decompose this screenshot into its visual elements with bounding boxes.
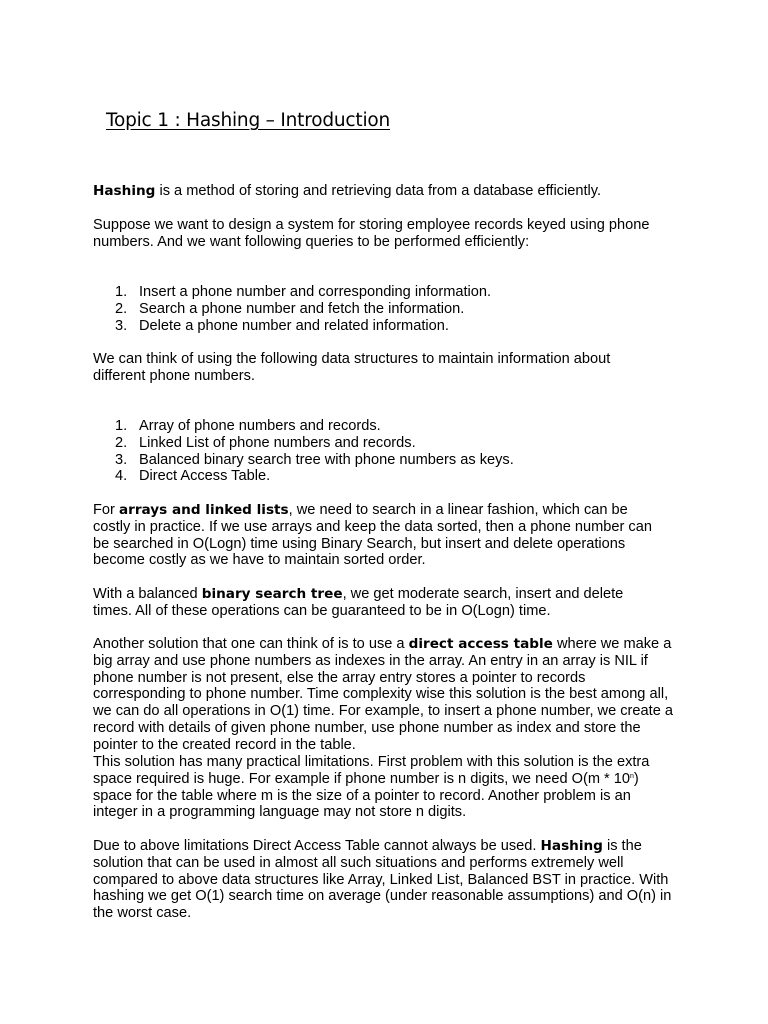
- list-number: 1.: [115, 418, 128, 434]
- list-text: Search a phone number and fetch the information.: [139, 300, 465, 317]
- think-paragraph: We can think of using the following data structures to maintain information about different phone numbers.: [93, 351, 611, 384]
- intro-paragraph: [93, 183, 683, 200]
- suppose-paragraph: Suppose we want to design a system for storing employee records keyed using phone numbers. And we want following queries to be performed efficiently:: [93, 217, 650, 250]
- due-post: is the solution that can be used in almost all such situations and performs extremely well compared to above data structures like Array, Linked List, Balanced BST in practice. With hashing we get O(1) search time on average (under reasonable assumptions) and O(n) in the worst case.: [93, 838, 672, 922]
- conclusion-paragraph: [93, 838, 683, 922]
- structures-list: [93, 418, 653, 485]
- bst-bold: binary search tree: [201, 586, 343, 602]
- intro-bold: Hashing: [93, 183, 156, 199]
- dat-pre: Another solution that one can think of is to use a: [93, 636, 409, 652]
- list-item: [93, 435, 653, 452]
- bst-paragraph: [93, 586, 653, 620]
- list-number: 4.: [115, 468, 128, 485]
- arrays-post: , we need to search in a linear fashion, which can be costly in practice. If we use arrays and keep the data sorted, then a phone number can be searched in O(Logn) time using Binary Search, but insert and delete operations become costly as we have to maintain sorted order.: [93, 502, 652, 569]
- list-text: Array of phone numbers and records.: [139, 418, 381, 434]
- arrays-pre: For: [93, 502, 119, 518]
- limitations-paragraph: [93, 754, 669, 821]
- limits-post: ) space for the table where m is the size of a pointer to record. Another problem is an integer in a programming language may not store n digits.: [93, 770, 639, 821]
- list-item: [93, 284, 653, 301]
- due-pre: Due to above limitations Direct Access Table cannot always be used.: [93, 838, 541, 854]
- dat-bold: direct access table: [408, 636, 553, 652]
- list-item: [93, 318, 653, 335]
- list-item: [93, 301, 653, 318]
- list-item: [93, 418, 653, 435]
- dat-post: where we make a big array and use phone numbers as indexes in the array. An entry in an array is NIL if phone number is not present, else the array entry stores a pointer to records corresponding to phone number. Time complexity wise this solution is the best among all, we can do all operations in O(1) time. For example, to insert a phone number, we create a record with details of given phone number, use phone number as index and store the pointer to the created record in the table.: [93, 636, 673, 753]
- limits-superscript: n: [630, 772, 634, 780]
- intro-text: is a method of storing and retrieving data from a database efficiently.: [155, 183, 602, 199]
- list-text: Delete a phone number and related information.: [139, 317, 449, 334]
- direct-access-paragraph: [93, 636, 675, 754]
- list-number: 3.: [115, 451, 128, 468]
- page-title: Topic 1 : Hashing – Introduction: [106, 110, 391, 131]
- list-number: 3.: [115, 317, 128, 334]
- queries-list: [93, 284, 653, 334]
- list-text: Balanced binary search tree with phone numbers as keys.: [139, 451, 514, 468]
- arrays-paragraph: [93, 502, 659, 569]
- list-text: Linked List of phone numbers and records.: [139, 434, 416, 451]
- bst-post: , we get moderate search, insert and delete times. All of these operations can be guaranteed to be in O(Logn) time.: [93, 586, 624, 619]
- list-item: [93, 468, 653, 485]
- list-number: 2.: [115, 300, 128, 317]
- arrays-bold: arrays and linked lists: [118, 502, 289, 518]
- list-text: Direct Access Table.: [139, 468, 271, 485]
- list-number: 1.: [115, 284, 128, 300]
- list-text: Insert a phone number and corresponding information.: [139, 284, 492, 300]
- bst-pre: With a balanced: [93, 586, 202, 602]
- list-item: [93, 452, 653, 469]
- limits-pre: This solution has many practical limitations. First problem with this solution is the extra space required is huge. For example if phone number is n digits, we need O(m * 10: [93, 754, 650, 787]
- due-bold: Hashing: [540, 838, 603, 854]
- list-number: 2.: [115, 434, 128, 451]
